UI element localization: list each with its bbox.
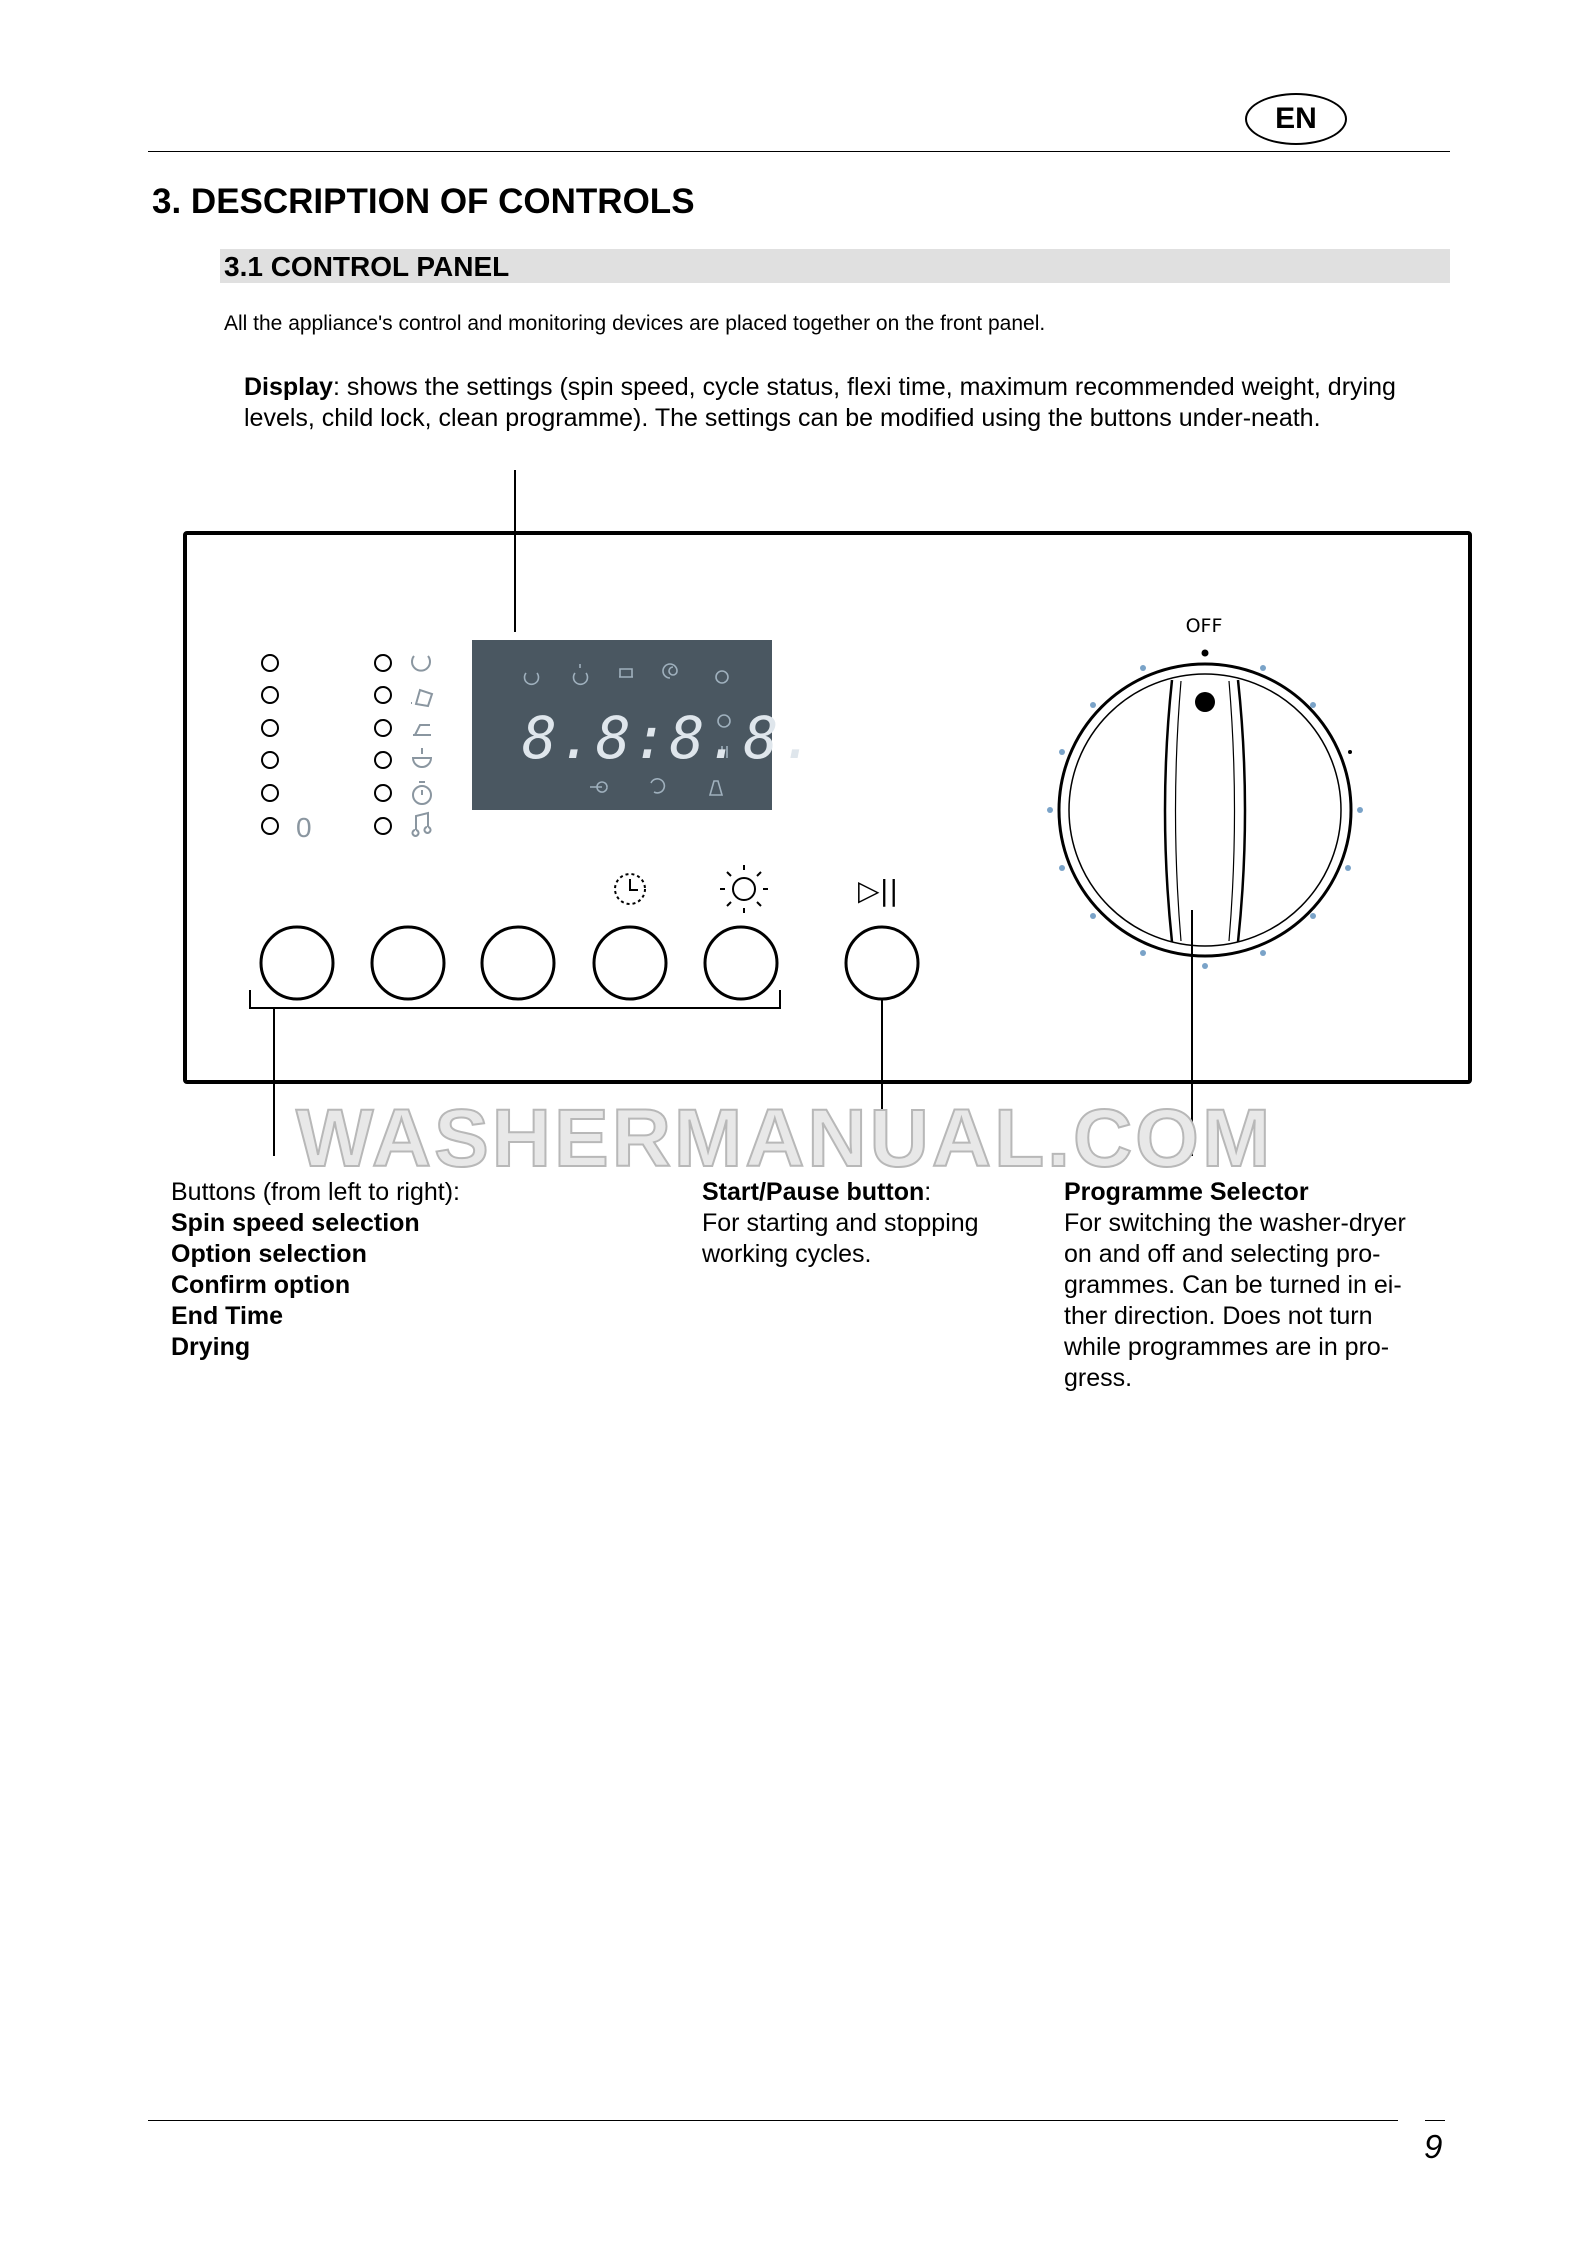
start-pause-icon: ▷|| [858,874,899,907]
led-indicator [375,752,391,768]
intro-text: All the appliance's control and monitoring devices are placed together on the front panel. [224,312,1046,335]
spin-speed-button[interactable] [261,927,333,999]
page-number: 9 [1424,2128,1443,2165]
button-label-option: Option selection [171,1240,367,1268]
programme-selector-line: while programmes are in pro- [1064,1333,1390,1361]
language-badge: EN [1245,93,1347,145]
programme-selector-line: gress. [1064,1364,1133,1392]
led-indicator [262,655,278,671]
start-pause-line: For starting and stopping [702,1209,979,1237]
dial-indicator-dot [1195,692,1215,712]
programme-selector-description [1064,1177,1406,1394]
start-pause-line: working cycles. [702,1240,872,1268]
led-indicator [262,818,278,834]
zero-label: 0 [296,812,312,843]
footer-rule [148,2120,1398,2121]
led-indicator [375,785,391,801]
led-indicator [262,785,278,801]
music-note-icon [413,813,431,836]
programme-selector-line: For switching the washer-dryer [1064,1209,1406,1237]
end-time-button[interactable] [594,927,666,999]
timer-icon-hands [419,782,425,795]
button-label-end-time: End Time [171,1302,284,1330]
programme-selector-title: Programme Selector [1064,1178,1309,1206]
led-indicator [375,687,391,703]
buttons-description [171,1177,460,1363]
extra-rinse-icon [413,748,431,767]
start-pause-button[interactable] [846,927,918,999]
buttons-intro: Buttons (from left to right): [171,1178,460,1206]
start-pause-description [702,1177,979,1270]
button-label-confirm: Confirm option [171,1271,351,1299]
drying-sun-icon [733,878,755,900]
led-indicator [375,818,391,834]
confirm-option-button[interactable] [482,927,554,999]
section-heading: 3. DESCRIPTION OF CONTROLS [152,182,695,221]
prewash-icon [412,656,430,671]
led-indicator [375,655,391,671]
option-selection-button[interactable] [372,927,444,999]
dial-off-label: OFF [1185,615,1223,637]
dial-off-marker [1202,650,1209,657]
led-indicator [375,720,391,736]
subsection-heading: 3.1 CONTROL PANEL [224,251,510,282]
programme-selector-dial[interactable] [1059,664,1351,956]
led-column-left [262,655,278,834]
watermark: WASHERMANUAL.COM [296,1093,1274,1184]
drying-button[interactable] [705,927,777,999]
led-column-right [375,655,391,834]
display-desc-text: : shows the settings (spin speed, cycle status, flexi time, maximum recommended weight, drying levels, child lock, clean programme). The settings can be modified using the buttons under-neath. [244,373,1396,432]
easy-iron-icon [413,725,431,735]
button-label-spin: Spin speed selection [171,1209,420,1237]
start-pause-title: Start/Pause button [702,1178,925,1206]
programme-selector-line: grammes. Can be turned in ei- [1064,1271,1402,1299]
button-label-drying: Drying [171,1333,251,1361]
led-indicator [262,687,278,703]
led-indicator [262,752,278,768]
programme-selector-line: ther direction. Does not turn [1064,1302,1373,1330]
start-pause-colon: : [924,1178,932,1206]
end-time-icon-hands [630,879,638,890]
programme-selector-line: on and off and selecting pro- [1064,1240,1381,1268]
display-label: Display [244,373,333,401]
stain-icon [411,690,432,706]
display-digits: 8.8:8.8. [522,704,818,772]
drying-sun-rays [720,865,768,913]
led-indicator [262,720,278,736]
footer-rule-short [1425,2120,1445,2121]
